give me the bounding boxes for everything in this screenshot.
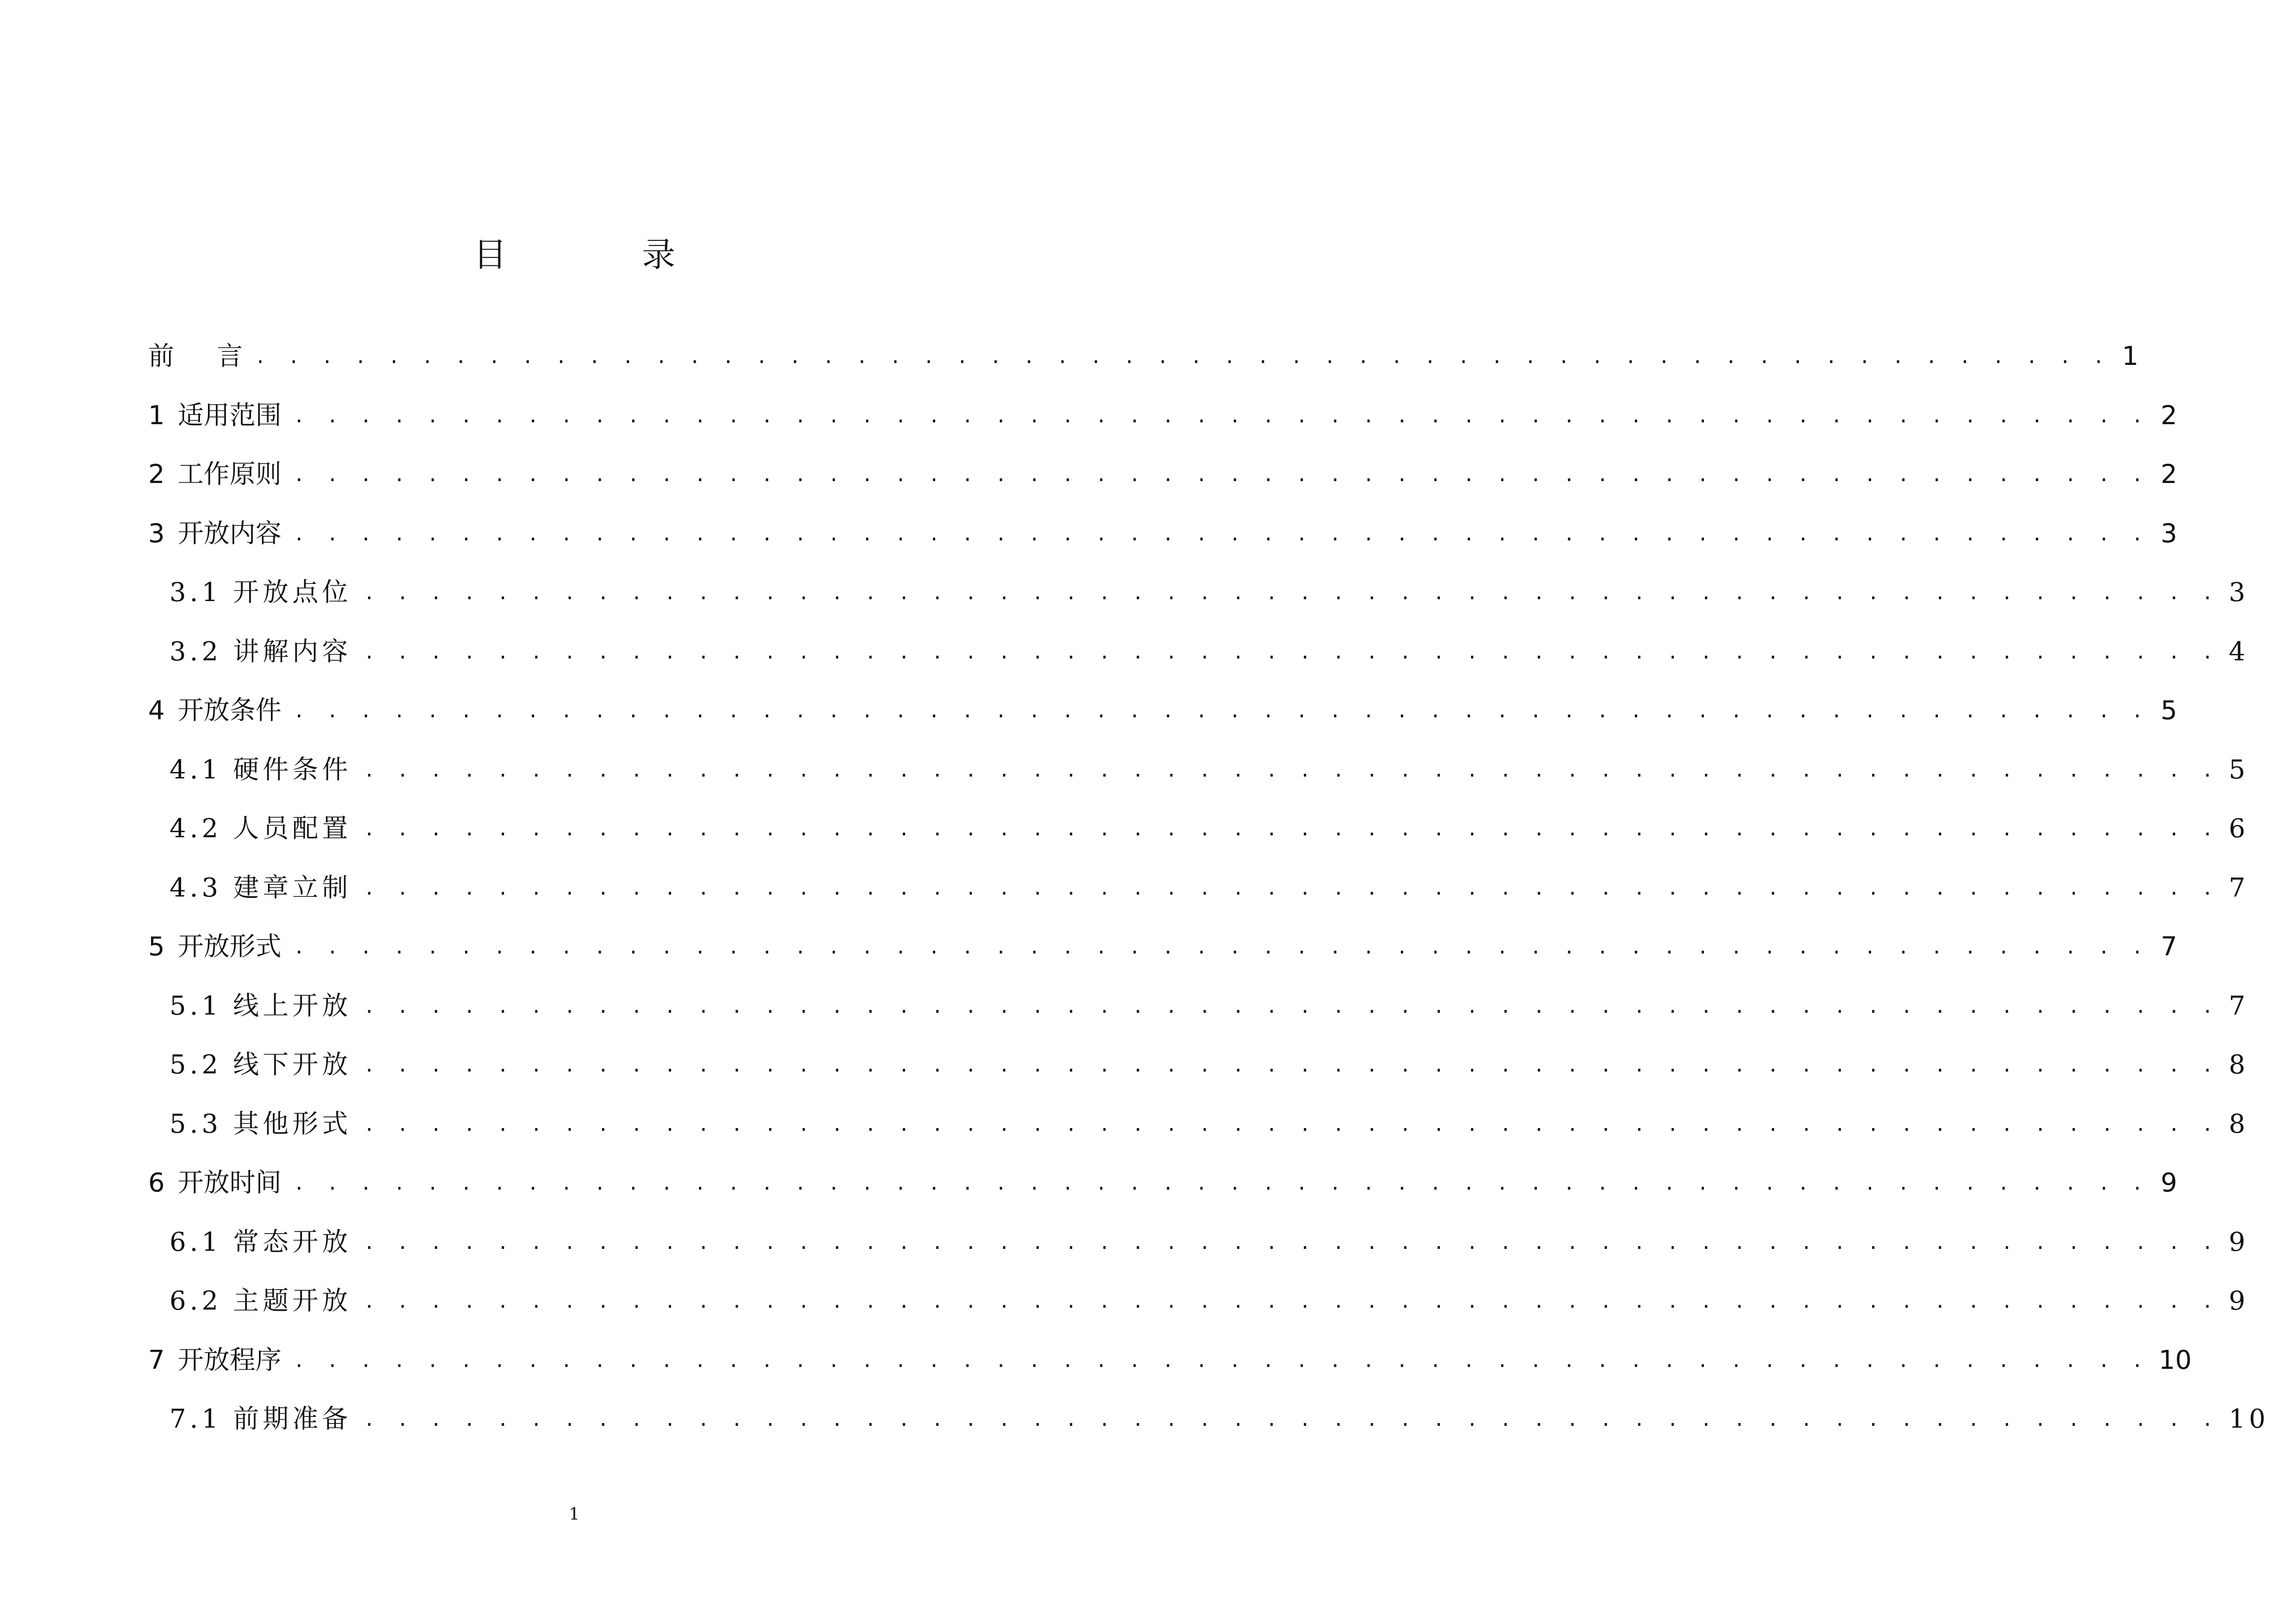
toc-entry-number: 5.2 [170, 1050, 222, 1080]
leader-dots: . . . . . . . . . . . . . . . . . . . . . . . . . . . . . . . . . . . . . . . . . . . . . . . . . . . . . . . . [364, 1291, 2219, 1312]
toc-page-number: 9 [2229, 1227, 2249, 1257]
toc-entry-label: 开放程序 [177, 1345, 282, 1375]
toc-page-number: 1 [2122, 341, 2139, 371]
toc-entry-number: 2 [148, 459, 165, 489]
toc-label-part: 前 [148, 341, 174, 371]
leader-dots: . . . . . . . . . . . . . . . . . . . . . . . . . . . . . . . . . . . . . . . . . . . . . . . . . . . . . . . . [364, 996, 2219, 1017]
toc-entry-number: 3.2 [170, 636, 222, 667]
toc-entry-label: 开放时间 [177, 1168, 282, 1198]
toc-entry-7-1[interactable] [148, 1398, 2269, 1458]
toc-entry-label [148, 336, 243, 373]
toc-entry-6-2[interactable] [148, 1280, 2249, 1340]
toc-entry-label: 常态开放 [233, 1227, 352, 1257]
toc-entry-number: 7.1 [170, 1404, 222, 1434]
toc-entry-number: 6.1 [170, 1227, 222, 1257]
footer-page-number: 1 [569, 1505, 580, 1524]
toc-entry-3-2[interactable] [148, 631, 2249, 690]
toc-entry-number: 4.2 [170, 814, 222, 844]
leader-dots: . . . . . . . . . . . . . . . . . . . . . . . . . . . . . . . . . . . . . . . . . . . . . . . . . . . . . . . . [364, 583, 2219, 604]
toc-page-number: 8 [2229, 1109, 2249, 1139]
leader-dots: . . . . . . . . . . . . . . . . . . . . . . . . . . . . . . . . . . . . . . . . . . . . . . . . . . . . . . . . [364, 759, 2219, 781]
leader-dots: . . . . . . . . . . . . . . . . . . . . . . . . . . . . . . . . . . . . . . . . . . . . . . . . . . . . . . . . [364, 1232, 2219, 1254]
toc-entry-number: 7 [148, 1345, 165, 1375]
toc-entry-label: 开放条件 [177, 696, 282, 726]
toc-page-number: 7 [2229, 991, 2249, 1021]
toc-page-number: 2 [2161, 400, 2177, 431]
toc-entry-5[interactable] [148, 926, 2177, 985]
toc-entry-number: 1 [148, 400, 165, 431]
toc-title: 目 录 [473, 235, 726, 274]
toc-page-number: 8 [2229, 1050, 2249, 1080]
leader-dots: . . . . . . . . . . . . . . . . . . . . . . . . . . . . . . . . . . . . . . . . . . . . . . . . . . . . . . . . [364, 641, 2219, 663]
toc-entry-4-2[interactable] [148, 808, 2249, 867]
toc-page-number: 10 [2158, 1345, 2192, 1375]
leader-dots: . . . . . . . . . . . . . . . . . . . . . . . . . . . . . . . . . . . . . . . . . . . . . . . . . . . . . . . . [293, 1350, 2149, 1372]
toc-entry-number: 4.3 [170, 872, 222, 903]
toc-entry-label: 开放形式 [177, 932, 282, 962]
leader-dots: . . . . . . . . . . . . . . . . . . . . . . . . . . . . . . . . . . . . . . . . . . . . . . . . . . . . . . . . [293, 523, 2149, 545]
toc-entry-1[interactable] [148, 395, 2177, 454]
toc-entry-label: 人员配置 [233, 814, 352, 844]
leader-dots: . . . . . . . . . . . . . . . . . . . . . . . . . . . . . . . . . . . . . . . . . . . . . . . . . . . . . . . . [293, 1173, 2149, 1194]
toc-page-number: 2 [2161, 459, 2177, 489]
toc-entry-3-1[interactable] [148, 572, 2249, 631]
toc-entry-3[interactable] [148, 513, 2177, 572]
toc-page-number: 9 [2161, 1168, 2177, 1198]
toc-entry-label: 主题开放 [233, 1286, 352, 1316]
leader-dots: . . . . . . . . . . . . . . . . . . . . . . . . . . . . . . . . . . . . . . . . . . . . . . . . . . . . . . . . [293, 405, 2149, 427]
toc-page-number: 7 [2229, 872, 2249, 903]
toc-list [148, 336, 2269, 1458]
toc-entry-4-1[interactable] [148, 749, 2249, 809]
toc-entry-number: 4.1 [170, 754, 222, 785]
leader-dots: . . . . . . . . . . . . . . . . . . . . . . . . . . . . . . . . . . . . . . . . . . . . . . . . . . . . . . . . [364, 1409, 2219, 1430]
toc-page-number: 5 [2229, 754, 2249, 785]
toc-entry-label: 建章立制 [233, 872, 352, 903]
toc-page-number: 4 [2229, 636, 2249, 667]
toc-entry-number: 4 [148, 696, 165, 726]
toc-label-part: 言 [217, 341, 243, 371]
toc-entry-label: 硬件条件 [233, 754, 352, 785]
toc-entry-4[interactable] [148, 690, 2177, 749]
toc-entry-preface[interactable] [148, 336, 2139, 395]
toc-entry-label: 线下开放 [233, 1050, 352, 1080]
toc-page-number: 5 [2161, 696, 2177, 726]
toc-entry-number: 6 [148, 1168, 165, 1198]
leader-dots: . . . . . . . . . . . . . . . . . . . . . . . . . . . . . . . . . . . . . . . . . . . . . . . . . . . . . . . . [364, 1055, 2219, 1076]
toc-entry-number: 3 [148, 518, 165, 549]
leader-dots: . . . . . . . . . . . . . . . . . . . . . . . . . . . . . . . . . . . . . . . . . . . . . . . . . . . . . . . . [364, 819, 2219, 840]
toc-page-number: 3 [2161, 518, 2177, 549]
leader-dots: . . . . . . . . . . . . . . . . . . . . . . . . . . . . . . . . . . . . . . . . . . . . . . . . . . . . . . . . [255, 346, 2110, 368]
leader-dots: . . . . . . . . . . . . . . . . . . . . . . . . . . . . . . . . . . . . . . . . . . . . . . . . . . . . . . . . [364, 1114, 2219, 1135]
toc-entry-label: 讲解内容 [233, 636, 352, 667]
toc-entry-label: 开放点位 [233, 577, 352, 608]
toc-page-number: 7 [2161, 932, 2177, 962]
toc-page-number: 6 [2229, 814, 2249, 844]
toc-entry-label: 工作原则 [177, 459, 282, 489]
toc-entry-2[interactable] [148, 454, 2177, 513]
toc-entry-5-1[interactable] [148, 985, 2249, 1045]
toc-page-number: 10 [2229, 1404, 2269, 1434]
toc-entry-label: 开放内容 [177, 518, 282, 549]
toc-entry-4-3[interactable] [148, 867, 2249, 927]
toc-entry-label: 其他形式 [233, 1109, 352, 1139]
toc-entry-label: 适用范围 [177, 400, 282, 431]
toc-entry-number: 6.2 [170, 1286, 222, 1316]
leader-dots: . . . . . . . . . . . . . . . . . . . . . . . . . . . . . . . . . . . . . . . . . . . . . . . . . . . . . . . . [293, 464, 2149, 486]
leader-dots: . . . . . . . . . . . . . . . . . . . . . . . . . . . . . . . . . . . . . . . . . . . . . . . . . . . . . . . . [293, 701, 2149, 722]
toc-entry-label: 前期准备 [233, 1404, 352, 1434]
toc-entry-7[interactable] [148, 1340, 2192, 1399]
toc-entry-label: 线上开放 [233, 991, 352, 1021]
toc-entry-number: 3.1 [170, 577, 222, 608]
toc-page-number: 3 [2229, 577, 2249, 608]
toc-entry-5-3[interactable] [148, 1104, 2249, 1163]
toc-entry-number: 5 [148, 932, 165, 962]
toc-entry-number: 5.3 [170, 1109, 222, 1139]
leader-dots: . . . . . . . . . . . . . . . . . . . . . . . . . . . . . . . . . . . . . . . . . . . . . . . . . . . . . . . . [293, 937, 2149, 958]
toc-entry-6-1[interactable] [148, 1222, 2249, 1281]
toc-entry-6[interactable] [148, 1162, 2177, 1222]
leader-dots: . . . . . . . . . . . . . . . . . . . . . . . . . . . . . . . . . . . . . . . . . . . . . . . . . . . . . . . . [364, 878, 2219, 899]
toc-entry-number: 5.1 [170, 991, 222, 1021]
toc-entry-5-2[interactable] [148, 1044, 2249, 1104]
toc-page-number: 9 [2229, 1286, 2249, 1316]
